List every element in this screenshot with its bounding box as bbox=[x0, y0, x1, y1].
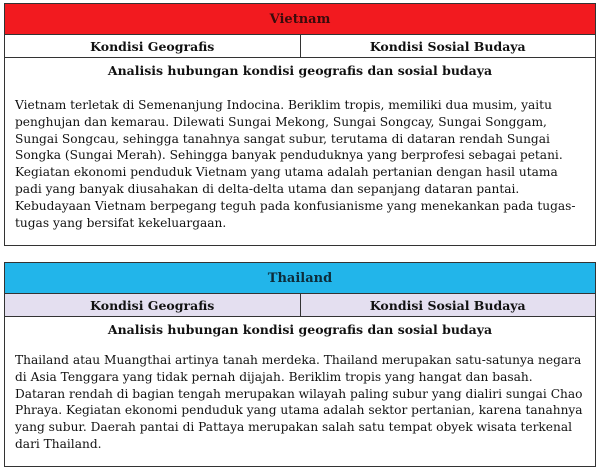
vietnam-analysis-heading: Analisis hubungan kondisi geografis dan sosial budaya bbox=[107, 63, 493, 78]
vietnam-col-geografis: Kondisi Geografis bbox=[90, 38, 215, 54]
vietnam-paragraph: Vietnam terletak di Semenanjung Indocina. Beriklim tropis, memiliki dua musim, yaitu penghujan dan kemarau. Dilewati Sungai Mekong, Sungai Songcay, Sungai Songgam, Sungai Songcau, sehingga tanahnya sangat subur, terutama di dataran rendah Sungai Songka (Sungai Merah). Sehingga banyak penduduknya yang berprofesi sebagai petani. Kegiatan ekonomi penduduk Vietnam yang utama adalah pertanian dengan hasil utama padi yang banyak diusahakan di delta-delta utama dan sepanjang dataran pantai. Kebudayaan Vietnam berpegang teguh pada konfusianisme yang menekankan pada tugas-tugas yang bersifat kekeluargaan. bbox=[15, 98, 576, 230]
thailand-analysis-heading: Analisis hubungan kondisi geografis dan sosial budaya bbox=[107, 322, 493, 337]
vietnam-column-headers bbox=[5, 35, 595, 58]
thailand-column-headers bbox=[5, 294, 595, 317]
thailand-col-geografis: Kondisi Geografis bbox=[90, 297, 215, 313]
thailand-title: Thailand bbox=[5, 263, 595, 294]
vietnam-table bbox=[4, 3, 596, 246]
thailand-paragraph: Thailand atau Muangthai artinya tanah merdeka. Thailand merupakan satu-satunya negara di Asia Tenggara yang tidak pernah dijajah. Beriklim tropis yang hangat dan basah. Dataran rendah di bagian tengah merupakan wilayah paling subur yang dialiri sungai Chao Phraya. Kegiatan ekonomi penduduk yang utama adalah sektor pertanian, karena tanahnya yang subur. Daerah pantai di Pattaya merupakan salah satu tempat obyek wisata terkenal dari Thailand. bbox=[15, 353, 583, 451]
thailand-table bbox=[4, 262, 596, 467]
vietnam-title: Vietnam bbox=[5, 4, 595, 35]
thailand-col-sosial-budaya: Kondisi Sosial Budaya bbox=[300, 294, 596, 316]
vietnam-col-sosial-budaya: Kondisi Sosial Budaya bbox=[300, 35, 596, 57]
